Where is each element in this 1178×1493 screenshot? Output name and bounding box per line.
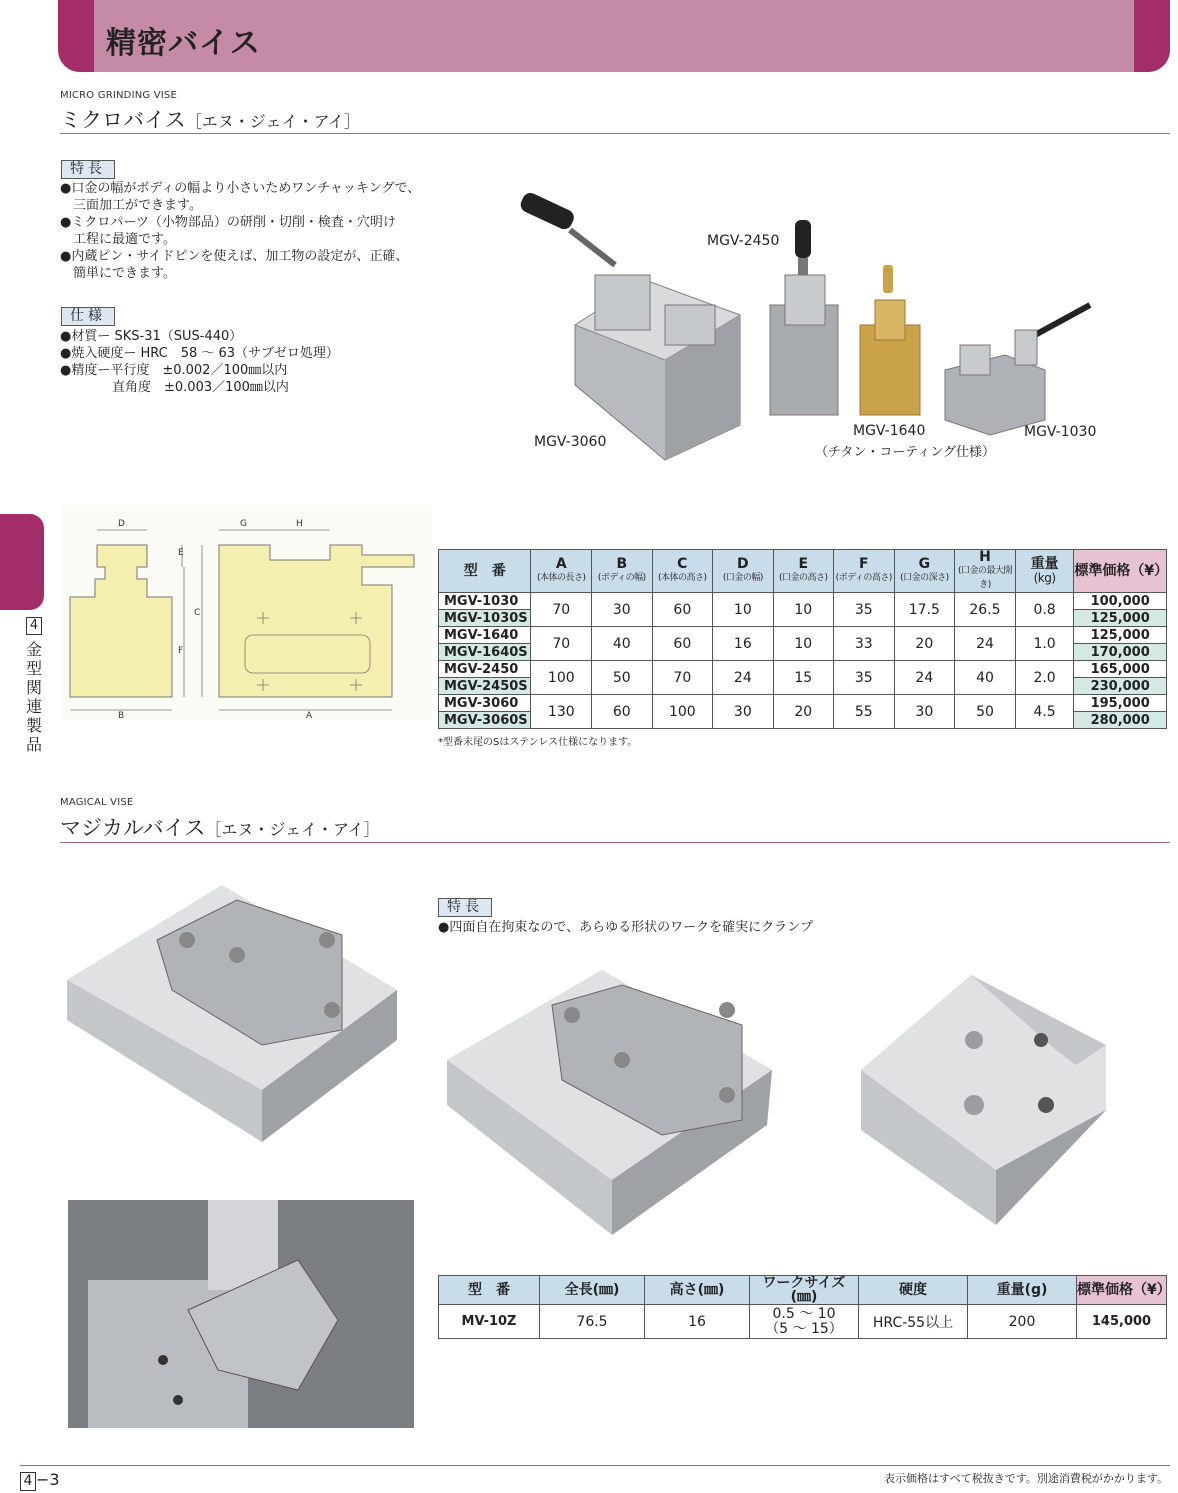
label-mgv-2450: MGV-2450 bbox=[707, 233, 780, 249]
cell-price: 170,000 bbox=[1074, 644, 1167, 661]
cell-value: 20 bbox=[894, 627, 955, 661]
mgv-1030-photo bbox=[945, 305, 1090, 435]
col-weight: 重量 (kg) bbox=[1015, 550, 1074, 593]
section1-maker: ［エヌ・ジェイ・アイ］ bbox=[185, 112, 361, 131]
cell-value: 70 bbox=[531, 627, 592, 661]
dimension-diagram bbox=[62, 505, 432, 720]
section1-english-title: MICRO GRINDING VISE bbox=[60, 90, 177, 101]
features-tag: 特長 bbox=[61, 160, 115, 179]
cell-value: 60 bbox=[652, 593, 713, 627]
cell-model: MGV-3060S bbox=[439, 712, 531, 729]
table-row bbox=[439, 661, 1167, 678]
cell-weight: 200 bbox=[968, 1305, 1077, 1339]
label-mgv-1640: MGV-1640 bbox=[853, 423, 926, 439]
chapter-char: 金 bbox=[26, 640, 43, 659]
dim-label-a: A bbox=[306, 711, 313, 720]
cell-value: 40 bbox=[955, 661, 1016, 695]
cell-price: 195,000 bbox=[1074, 695, 1167, 712]
cell-value: 30 bbox=[713, 695, 773, 729]
cell-work-size bbox=[750, 1305, 859, 1339]
col-c: C (本体の高さ) bbox=[652, 550, 713, 593]
cell-model: MGV-1030S bbox=[439, 610, 531, 627]
cell-price: 125,000 bbox=[1074, 610, 1167, 627]
dim-label-h: H bbox=[296, 519, 303, 529]
col-weight: 重量(g) bbox=[968, 1276, 1077, 1305]
col-a: A (本体の長さ) bbox=[531, 550, 592, 593]
col-price: 標準価格（¥） bbox=[1077, 1276, 1167, 1305]
mgv-3060-photo bbox=[518, 190, 740, 460]
cell-value: 33 bbox=[834, 627, 894, 661]
cell-price: 125,000 bbox=[1074, 627, 1167, 644]
cell-price: 100,000 bbox=[1074, 593, 1167, 610]
cell-value: 10 bbox=[713, 593, 773, 627]
cell-value: 50 bbox=[592, 661, 652, 695]
table-row bbox=[439, 1305, 1167, 1339]
section1-jp-title: ミクロバイス bbox=[60, 108, 186, 132]
header-left-accent bbox=[58, 0, 94, 72]
cell-price: 145,000 bbox=[1077, 1305, 1167, 1339]
magical-vise-photo-1 bbox=[62, 880, 402, 1150]
cell-value: 60 bbox=[592, 695, 652, 729]
cell-value: 1.0 bbox=[1015, 627, 1074, 661]
section2-maker: ［エヌ・ジェイ・アイ］ bbox=[205, 820, 380, 839]
cell-value: 17.5 bbox=[894, 593, 955, 627]
col-d: D (口金の幅) bbox=[713, 550, 773, 593]
col-price: 標準価格（¥） bbox=[1074, 550, 1167, 593]
col-g: G (口金の深さ) bbox=[894, 550, 955, 593]
cell-model: MV-10Z bbox=[439, 1305, 540, 1339]
micro-vise-spec-table bbox=[438, 549, 1167, 729]
page-chapter-box: 4 bbox=[20, 1472, 36, 1491]
chapter-title-vertical bbox=[26, 640, 42, 754]
cell-value: 30 bbox=[592, 593, 652, 627]
spec-line: ●焼入硬度ー HRC 58 ～ 63（サブゼロ処理） bbox=[60, 346, 339, 361]
cell-value: 24 bbox=[713, 661, 773, 695]
section2-title bbox=[60, 812, 380, 842]
work-size-range: 0.5 ～ 10 bbox=[772, 1305, 836, 1322]
cell-value: 20 bbox=[773, 695, 833, 729]
table-header-row bbox=[439, 550, 1167, 593]
label-mgv-1030: MGV-1030 bbox=[1024, 424, 1097, 440]
section2-divider bbox=[60, 842, 1170, 843]
spec-line: ●精度ー平行度 ±0.002／100㎜以内 bbox=[60, 363, 288, 378]
table-row bbox=[439, 593, 1167, 610]
cell-price: 280,000 bbox=[1074, 712, 1167, 729]
chapter-side-tab bbox=[0, 514, 44, 610]
feature-line: ●口金の幅がボディの幅より小さいためワンチャッキングで、 bbox=[60, 181, 421, 196]
col-model: 型 番 bbox=[439, 550, 531, 593]
page-number bbox=[20, 1470, 60, 1491]
cell-model: MGV-1030 bbox=[439, 593, 531, 610]
dim-label-f: F bbox=[178, 646, 184, 656]
page-header-band bbox=[58, 0, 1170, 72]
cell-value: 10 bbox=[773, 593, 833, 627]
header-right-accent bbox=[1134, 0, 1170, 72]
magical-vise-photo-machining bbox=[68, 1200, 414, 1428]
col-height: 高さ(㎜) bbox=[645, 1276, 750, 1305]
cell-value: 50 bbox=[955, 695, 1016, 729]
tax-note: 表示価格はすべて税抜きです。別途消費税がかかります。 bbox=[883, 1472, 1168, 1485]
cell-model: MGV-1640S bbox=[439, 644, 531, 661]
dimension-drawing bbox=[62, 505, 432, 720]
cell-value: 24 bbox=[894, 661, 955, 695]
feature-line: 工程に最適です。 bbox=[60, 232, 176, 247]
page-title: 精密バイス bbox=[106, 26, 261, 61]
cell-model: MGV-2450S bbox=[439, 678, 531, 695]
spec-line: ●材質ー SKS-31（SUS-440） bbox=[60, 329, 243, 344]
cell-hardness: HRC-55以上 bbox=[859, 1305, 968, 1339]
feature-line: ●内蔵ピン・サイドピンを使えば、加工物の設定が、正確、 bbox=[60, 249, 409, 264]
feature-line: 三面加工ができます。 bbox=[60, 198, 202, 213]
cell-value: 2.0 bbox=[1015, 661, 1074, 695]
cell-price: 230,000 bbox=[1074, 678, 1167, 695]
cell-value: 60 bbox=[652, 627, 713, 661]
chapter-char: 連 bbox=[26, 697, 43, 716]
dim-label-e: E bbox=[178, 548, 184, 558]
section2-english-title: MAGICAL VISE bbox=[60, 797, 134, 808]
dim-label-c: C bbox=[194, 608, 201, 618]
table-note: *型番末尾のSはステンレス仕様になります。 bbox=[438, 737, 638, 748]
cell-value: 16 bbox=[713, 627, 773, 661]
magical-vise-photo-2 bbox=[442, 965, 777, 1240]
cell-value: 4.5 bbox=[1015, 695, 1074, 729]
feature-line: ●四面自在拘束なので、あらゆる形状のワークを確実にクランプ bbox=[438, 920, 814, 935]
features-list bbox=[60, 180, 420, 282]
chapter-number: 4 bbox=[26, 617, 42, 635]
page-suffix: −3 bbox=[36, 1470, 60, 1489]
cell-value: 70 bbox=[531, 593, 592, 627]
cell-length: 76.5 bbox=[540, 1305, 645, 1339]
dim-label-g: G bbox=[240, 519, 247, 529]
cell-value: 55 bbox=[834, 695, 894, 729]
cell-value: 30 bbox=[894, 695, 955, 729]
chapter-char: 品 bbox=[26, 735, 43, 754]
col-work-size: ワークサイズ(㎜) bbox=[750, 1276, 859, 1305]
spec-line: 直角度 ±0.003／100㎜以内 bbox=[60, 380, 289, 395]
col-e: E (口金の高さ) bbox=[773, 550, 833, 593]
mgv-2450-photo bbox=[770, 220, 838, 415]
label-mgv-1640-note: （チタン・コーティング仕様） bbox=[815, 445, 996, 460]
magical-vise-base-photo bbox=[856, 970, 1116, 1230]
cell-height: 16 bbox=[645, 1305, 750, 1339]
cell-model: MGV-2450 bbox=[439, 661, 531, 678]
footer-divider bbox=[20, 1465, 1170, 1466]
section2-jp-title: マジカルバイス bbox=[60, 816, 206, 840]
col-b: B (ボディの幅) bbox=[592, 550, 652, 593]
features-tag-2: 特長 bbox=[438, 898, 492, 917]
feature-line: ●ミクロパーツ（小物部品）の研削・切削・検査・穴明け bbox=[60, 215, 396, 230]
chapter-char: 型 bbox=[26, 659, 43, 678]
col-hardness: 硬度 bbox=[859, 1276, 968, 1305]
cell-value: 24 bbox=[955, 627, 1016, 661]
cell-value: 26.5 bbox=[955, 593, 1016, 627]
cell-value: 100 bbox=[652, 695, 713, 729]
col-h: H (口金の最大開き) bbox=[955, 550, 1016, 593]
cell-value: 100 bbox=[531, 661, 592, 695]
chapter-char: 製 bbox=[26, 716, 43, 735]
cell-model: MGV-1640 bbox=[439, 627, 531, 644]
label-mgv-3060: MGV-3060 bbox=[534, 434, 607, 450]
cell-value: 0.8 bbox=[1015, 593, 1074, 627]
dim-label-b: B bbox=[118, 711, 125, 720]
section1-title bbox=[60, 104, 360, 134]
col-model: 型 番 bbox=[439, 1276, 540, 1305]
section1-divider bbox=[60, 133, 1170, 134]
table-row bbox=[439, 627, 1167, 644]
col-length: 全長(㎜) bbox=[540, 1276, 645, 1305]
cell-value: 40 bbox=[592, 627, 652, 661]
cell-value: 70 bbox=[652, 661, 713, 695]
chapter-char: 関 bbox=[26, 678, 43, 697]
table-header-row bbox=[439, 1276, 1167, 1305]
work-size-range-alt: （5 ～ 15） bbox=[765, 1320, 843, 1337]
feature-line: 簡単にできます。 bbox=[60, 266, 176, 281]
col-f: F (ボディの高さ) bbox=[834, 550, 894, 593]
features-list-2 bbox=[438, 919, 813, 936]
dim-label-d: D bbox=[118, 519, 125, 529]
spec-list bbox=[60, 328, 339, 396]
table-row bbox=[439, 695, 1167, 712]
cell-price: 165,000 bbox=[1074, 661, 1167, 678]
mgv-1640-photo bbox=[860, 265, 920, 415]
cell-value: 35 bbox=[834, 661, 894, 695]
cell-value: 10 bbox=[773, 627, 833, 661]
cell-value: 35 bbox=[834, 593, 894, 627]
magical-vise-spec-table bbox=[438, 1275, 1171, 1339]
cell-value: 130 bbox=[531, 695, 592, 729]
cell-model: MGV-3060 bbox=[439, 695, 531, 712]
spec-tag: 仕様 bbox=[61, 307, 115, 326]
cell-value: 15 bbox=[773, 661, 833, 695]
